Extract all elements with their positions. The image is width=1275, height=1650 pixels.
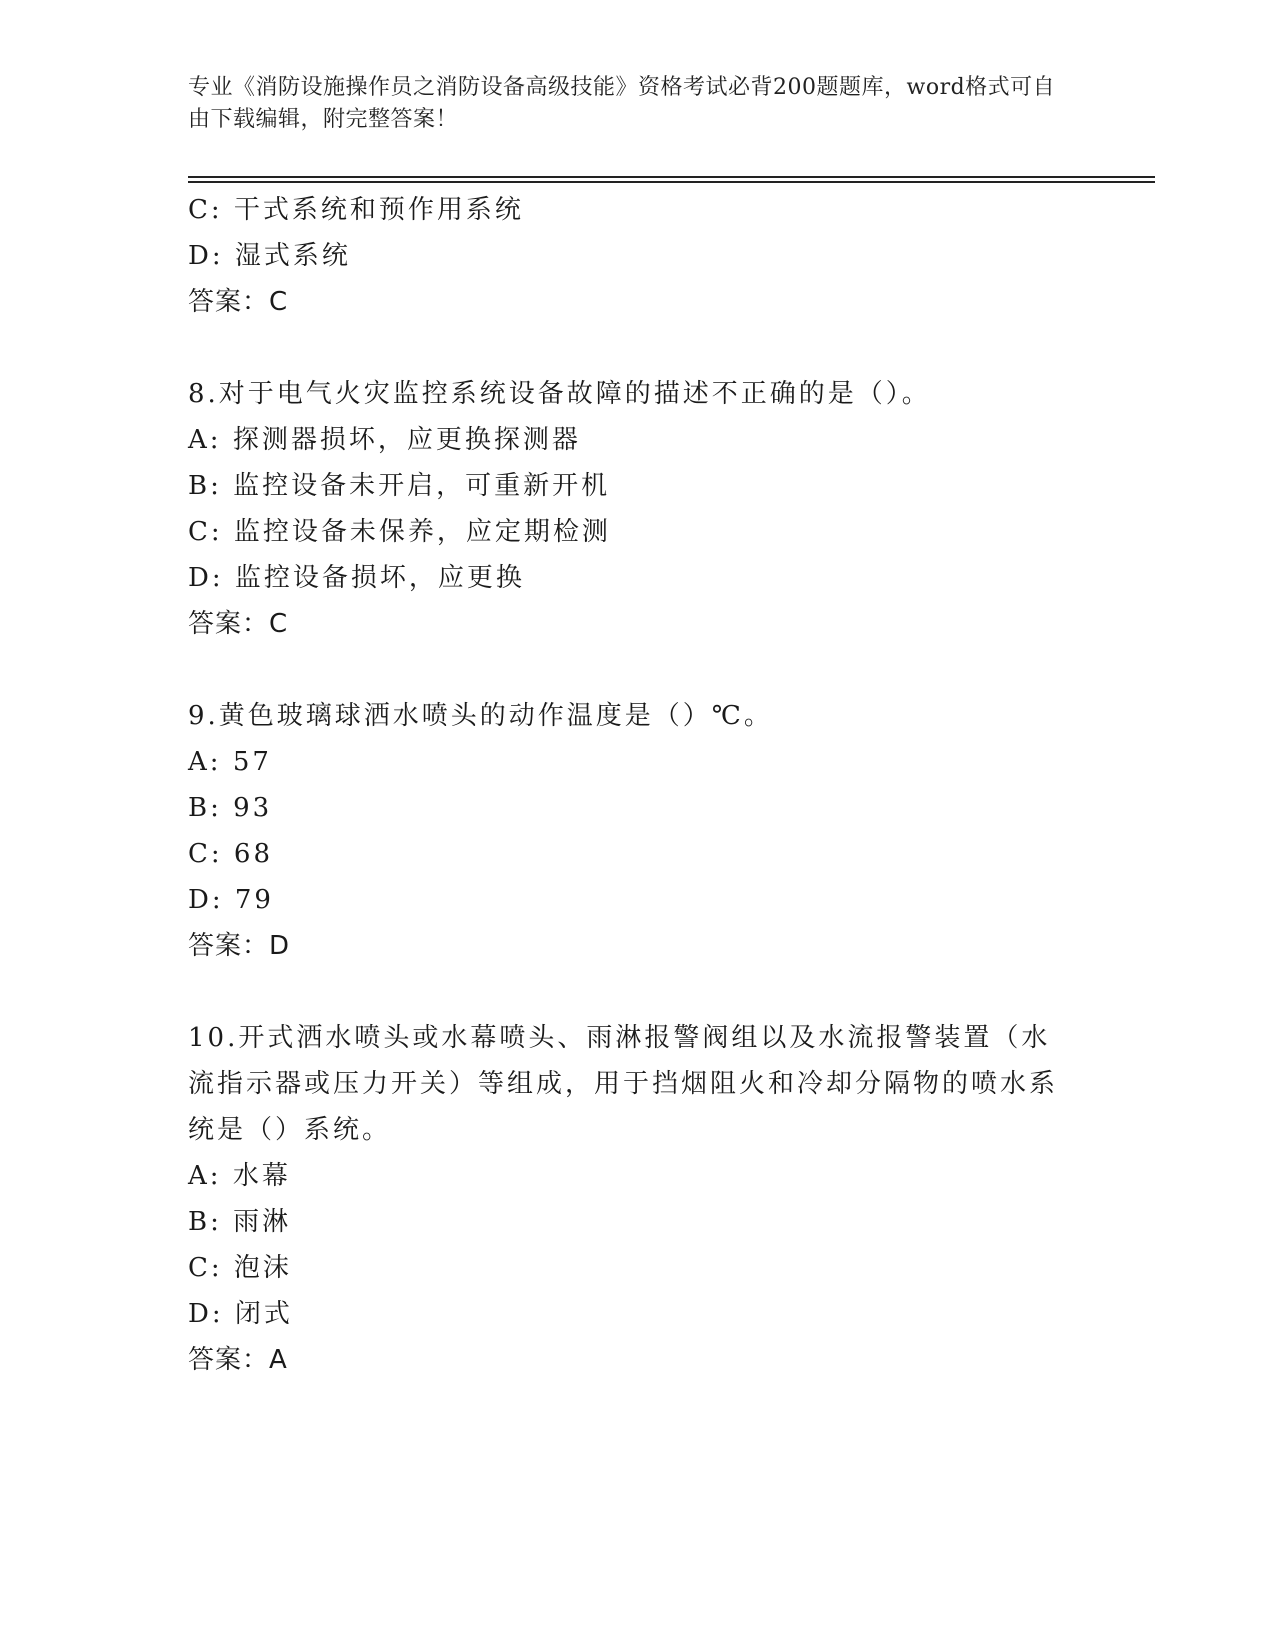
option-c: C: 监控设备未保养，应定期检测 [188, 517, 611, 547]
option-c: C: 68 [188, 839, 274, 869]
header-divider-top [188, 176, 1155, 178]
option-a: A: 探测器损坏，应更换探测器 [188, 425, 581, 455]
question-7-continuation [188, 187, 1088, 325]
question-9 [188, 693, 1088, 969]
question-list [188, 187, 1088, 1383]
option-a: A: 57 [188, 747, 272, 777]
option-c: C: 干式系统和预作用系统 [188, 195, 524, 225]
question-stem: 8.对于电气火灾监控系统设备故障的描述不正确的是（）。 [188, 379, 931, 409]
option-a: A: 水幕 [188, 1161, 291, 1191]
option-b: B: 93 [188, 793, 273, 823]
option-d: D: 79 [188, 885, 274, 915]
option-d: D: 湿式系统 [188, 241, 351, 271]
question-10 [188, 1015, 1088, 1383]
question-stem: 9.黄色玻璃球洒水喷头的动作温度是（）℃。 [188, 701, 773, 731]
question-stem: 10.开式洒水喷头或水幕喷头、雨淋报警阀组以及水流报警装置（水流指示器或压力开关）等组成，用于挡烟阻火和冷却分隔物的喷水系统是（）系统。 [188, 1023, 1059, 1145]
option-c: C: 泡沫 [188, 1253, 292, 1283]
answer: 答案：A [188, 1345, 288, 1375]
answer: 答案：C [188, 609, 289, 639]
option-d: D: 闭式 [188, 1299, 293, 1329]
answer: 答案：D [188, 931, 291, 961]
option-d: D: 监控设备损坏，应更换 [188, 563, 525, 593]
document-header: 专业《消防设施操作员之消防设备高级技能》资格考试必背200题题库，word格式可自由下载编辑，附完整答案！ [188, 75, 1056, 132]
header-divider-bottom [188, 181, 1155, 183]
answer: 答案：C [188, 287, 289, 317]
question-8 [188, 371, 1088, 647]
option-b: B: 监控设备未开启，可重新开机 [188, 471, 611, 501]
option-b: B: 雨淋 [188, 1207, 292, 1237]
